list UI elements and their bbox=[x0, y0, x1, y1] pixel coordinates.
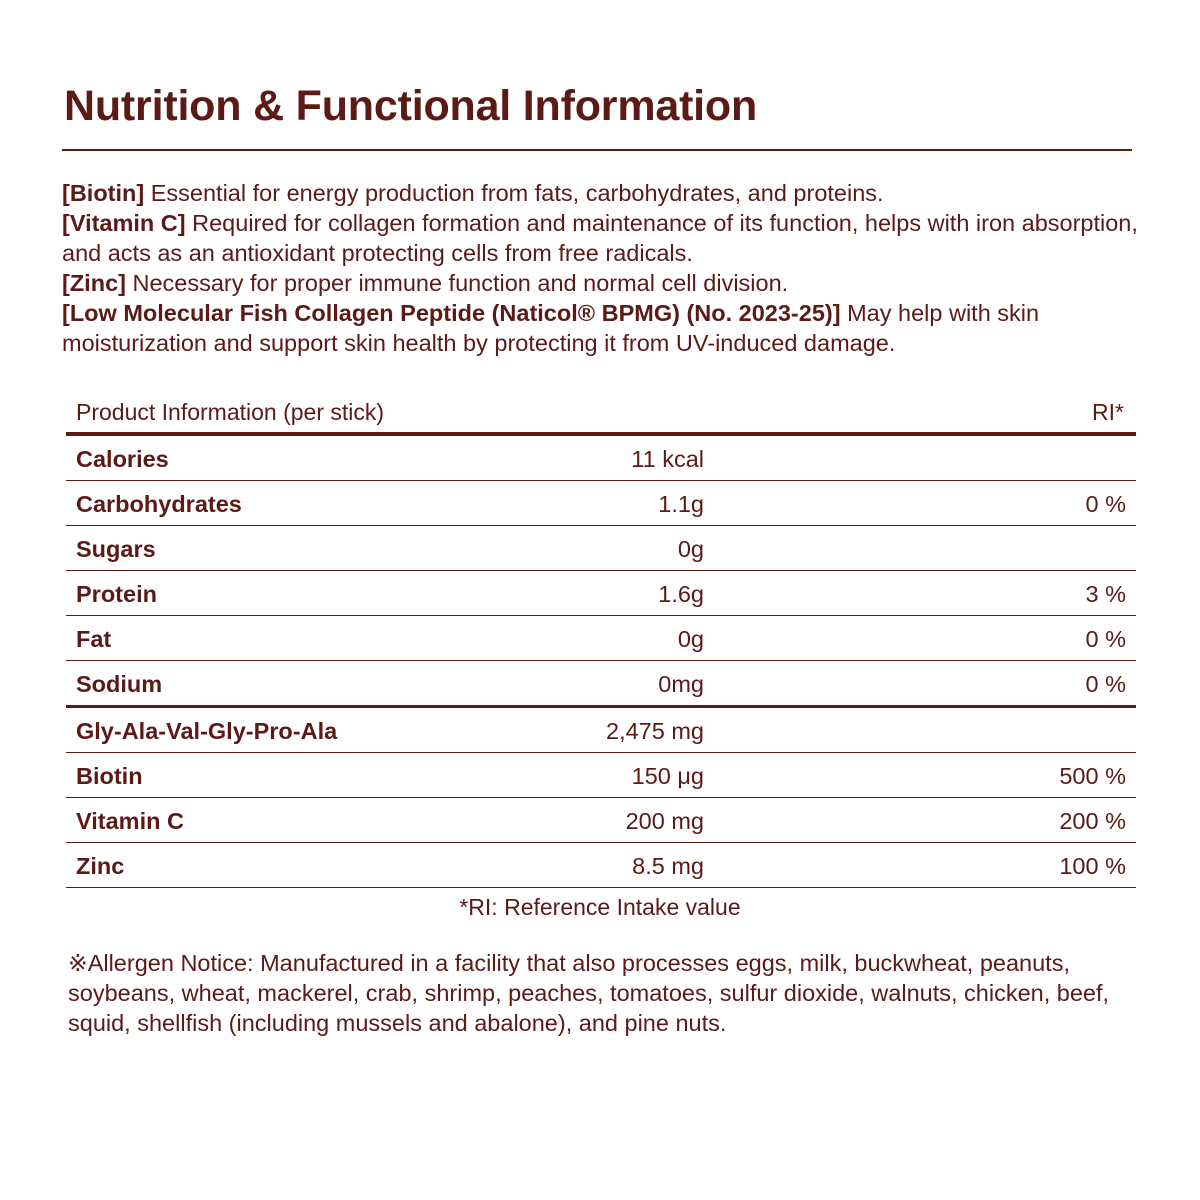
description-tag: [Biotin] bbox=[62, 180, 145, 206]
row-amount: 150 μg bbox=[631, 763, 704, 789]
page-title: Nutrition & Functional Information bbox=[64, 82, 758, 130]
row-name: Vitamin C bbox=[76, 808, 184, 834]
description-collagen bbox=[62, 298, 1142, 358]
table-header bbox=[66, 392, 1136, 436]
row-ri: 100 % bbox=[1059, 853, 1126, 879]
description-text: Necessary for proper immune function and normal cell division. bbox=[125, 270, 789, 296]
row-amount: 0mg bbox=[658, 671, 704, 697]
row-amount: 1.6g bbox=[658, 581, 704, 607]
row-name: Biotin bbox=[76, 763, 143, 789]
table-row-vitamin-c bbox=[66, 798, 1136, 843]
row-amount: 8.5 mg bbox=[632, 853, 704, 879]
row-name: Protein bbox=[76, 581, 157, 607]
table-row-carbohydrates bbox=[66, 481, 1136, 526]
table-row-zinc bbox=[66, 843, 1136, 888]
row-amount: 0g bbox=[677, 536, 704, 562]
table-header-ri: RI* bbox=[1092, 399, 1124, 425]
row-amount: 1.1g bbox=[658, 491, 704, 517]
functional-descriptions bbox=[62, 178, 1142, 358]
table-row-protein bbox=[66, 571, 1136, 616]
table-row-calories bbox=[66, 436, 1136, 481]
allergen-notice: ※Allergen Notice: Manufactured in a facility that also processes eggs, milk, buckwheat, peanuts, soybeans, wheat, mackerel, crab, shrimp, peaches, tomatoes, sulfur dioxide, walnuts, chicken, beef, squid, shellfish (including mussels and abalone), and pine nuts. bbox=[68, 950, 1110, 1036]
row-amount: 0g bbox=[677, 626, 704, 652]
row-name: Fat bbox=[76, 626, 112, 652]
row-ri: 200 % bbox=[1059, 808, 1126, 834]
row-ri: 0 % bbox=[1085, 671, 1126, 697]
row-ri: 500 % bbox=[1059, 763, 1126, 789]
description-text: Essential for energy production from fats, carbohydrates, and proteins. bbox=[144, 180, 884, 206]
row-ri: 0 % bbox=[1085, 491, 1126, 517]
nutrition-table bbox=[66, 392, 1136, 888]
row-name: Carbohydrates bbox=[76, 491, 242, 517]
description-vitamin-c bbox=[62, 208, 1142, 268]
row-ri: 3 % bbox=[1085, 581, 1126, 607]
row-name: Calories bbox=[76, 446, 169, 472]
row-amount: 2,475 mg bbox=[606, 718, 704, 744]
description-tag: [Vitamin C] bbox=[62, 210, 186, 236]
row-name: Gly-Ala-Val-Gly-Pro-Ala bbox=[76, 718, 338, 744]
row-amount: 200 mg bbox=[625, 808, 704, 834]
description-tag: [Zinc] bbox=[62, 270, 126, 296]
table-row-biotin bbox=[66, 753, 1136, 798]
table-row-peptide bbox=[66, 708, 1136, 753]
description-biotin bbox=[62, 178, 1142, 208]
ri-footnote: *RI: Reference Intake value bbox=[459, 894, 741, 920]
title-divider bbox=[62, 149, 1132, 151]
description-text: Required for collagen formation and maintenance of its function, helps with iron absorption, and acts as an antioxidant protecting cells from free radicals. bbox=[62, 210, 1138, 266]
table-row-sugars bbox=[66, 526, 1136, 571]
table-row-sodium bbox=[66, 661, 1136, 708]
row-ri: 0 % bbox=[1085, 626, 1126, 652]
table-header-product-info: Product Information (per stick) bbox=[76, 399, 385, 425]
row-amount: 11 kcal bbox=[631, 446, 704, 472]
description-text: May help with skin moisturization and support skin health by protecting it from UV-induced damage. bbox=[62, 300, 1040, 356]
description-tag: [Low Molecular Fish Collagen Peptide (Naticol® BPMG) (No. 2023-25)] bbox=[62, 300, 841, 326]
row-name: Sodium bbox=[76, 671, 163, 697]
description-zinc bbox=[62, 268, 1142, 298]
row-name: Zinc bbox=[76, 853, 125, 879]
row-name: Sugars bbox=[76, 536, 156, 562]
table-row-fat bbox=[66, 616, 1136, 661]
